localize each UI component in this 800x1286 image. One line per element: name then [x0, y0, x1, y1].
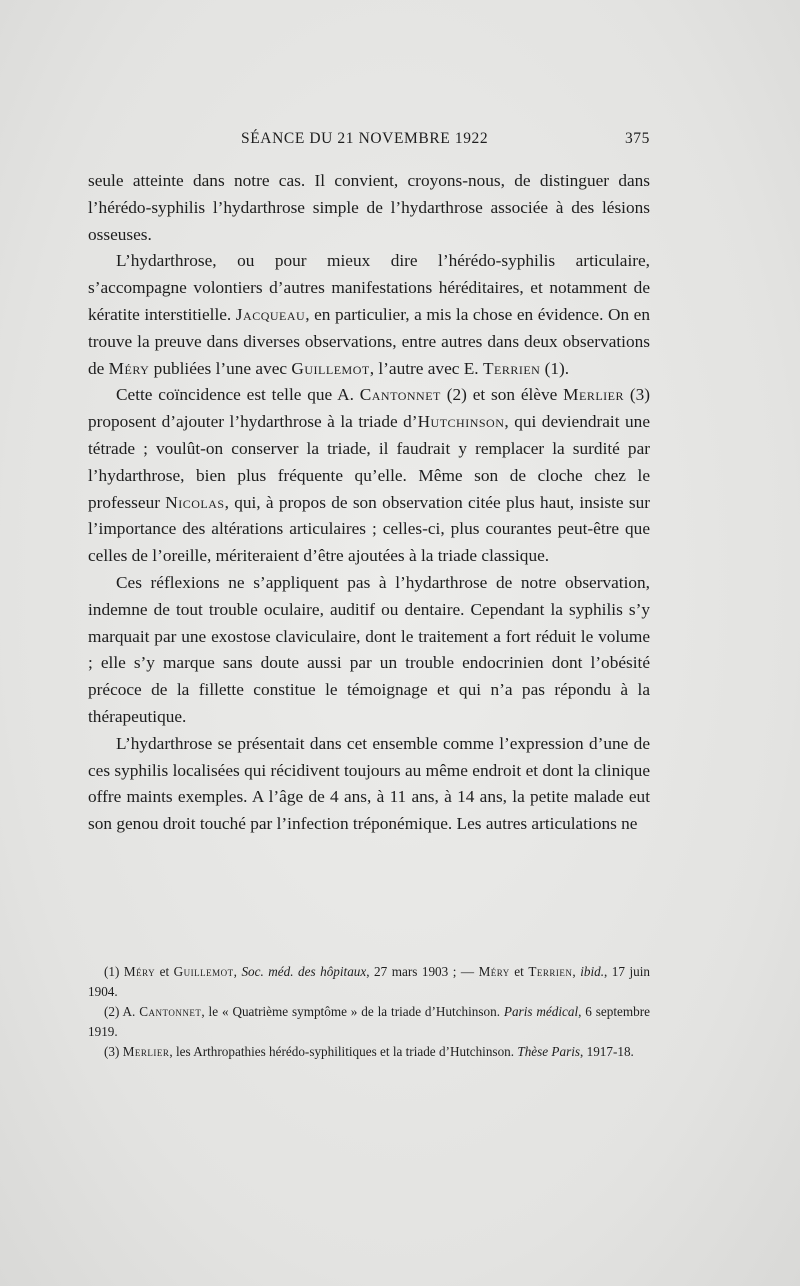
paragraph-2-text-d: , l’autre avec E. — [369, 358, 483, 378]
paragraph-5 — [88, 731, 650, 838]
paragraph-3-text-a: Cette coïncidence est telle que A. — [116, 385, 360, 405]
header-title: SÉANCE DU 21 NOVEMBRE 1922 — [241, 130, 489, 147]
author-name: Terrien — [528, 964, 573, 979]
author-name: Hutchinson — [417, 412, 505, 432]
author-name: Guillemot — [173, 964, 234, 979]
paragraph-2 — [88, 248, 650, 382]
footnotes — [88, 962, 650, 1063]
footnote-3 — [88, 1042, 650, 1062]
paragraph-3-text-d: , qui deviendrait une tétrade ; voulût-on conserver la triade, il faudrait y remplacer la surdité par l’hydarthrose, bien plus fréquente qu’elle. Même son de cloche chez le professeur — [88, 412, 650, 512]
paragraph-2-text-e: (1). — [540, 358, 570, 378]
paragraph-1-text: seule atteinte dans notre cas. Il convient, croyons-nous, de distinguer dans l’hérédo-syphilis l’hydarthrose simple de l’hydarthrose associée à des lésions osseuses. — [88, 171, 650, 244]
footnote-text: , le « Quatrième symptôme » de la triade d’Hutchinson. — [201, 1004, 504, 1020]
page-number: 375 — [624, 130, 650, 147]
paragraph-5-text: L’hydarthrose se présentait dans cet ensemble comme l’expression d’une de ces syphilis localisées qui récidivent toujours au même endroit et dont la clinique offre maints exemples. A l’âge de 4 ans, à 11 ans, à 14 ans, la petite malade eut son genou droit touché par l’infection tréponémique. Les autres articulations ne — [88, 733, 650, 834]
footnote-3-number: (3) — [104, 1044, 123, 1060]
paragraph-2-text-b: , en particulier, a mis la chose en évidence. On en trouve la preuve dans diverses observations, entre autres dans deux observations de — [88, 304, 650, 378]
footnote-text: , les Arthropathies hérédo-syphilitiques et la triade d’Hutchinson. — [169, 1044, 518, 1060]
paragraph-3-text-b: (2) et son élève — [440, 385, 564, 405]
author-name: Guillemot — [291, 358, 370, 378]
thesis-title: Thèse Paris — [517, 1044, 580, 1060]
paragraph-3 — [88, 382, 650, 570]
footnote-text: , 6 septembre 1919. — [88, 1004, 650, 1039]
author-name: Merlier — [563, 385, 624, 405]
author-name: Cantonnet — [139, 1004, 202, 1020]
footnote-text: , 17 juin 1904. — [88, 964, 650, 999]
footnote-2-number: (2) A. — [104, 1004, 140, 1020]
journal-title: Soc. méd. des hôpitaux — [241, 964, 367, 979]
paragraph-4 — [88, 570, 650, 731]
footnote-text: , — [572, 964, 581, 979]
footnote-2 — [88, 1002, 650, 1041]
author-name: Méry — [108, 358, 150, 378]
footnote-1 — [88, 962, 650, 1001]
author-name: Méry — [123, 964, 156, 979]
paragraph-2-text-c: publiées l’une avec — [149, 358, 292, 378]
journal-title: Paris médical — [503, 1004, 579, 1020]
author-name: Merlier — [122, 1044, 170, 1060]
author-name: Jacqueau — [235, 304, 306, 324]
paragraph-4-text: Ces réflexions ne s’appliquent pas à l’hydarthrose de notre observation, indemne de tout trouble oculaire, auditif ou dentaire. Cependant la syphilis s’y marquait par une exostose claviculaire, dont le traitement a fort réduit le volume ; elle s’y marque sans doute aussi par un trouble endocrinien dont l’obésité précoce de la fillette constitue le témoignage et qui n’a pas répondu à la thérapeutique. — [88, 572, 650, 726]
footnote-1-number: (1) — [104, 964, 124, 979]
author-name: Cantonnet — [359, 385, 441, 405]
author-name: Terrien — [482, 358, 541, 378]
footnote-text: , 1917-18. — [580, 1044, 634, 1060]
footnote-text: , 27 mars 1903 ; — — [366, 964, 479, 979]
paragraph-3-text-e: , qui, à propos de son observation citée plus haut, insiste sur l’importance des altérations articulaires ; celles-ci, plus courantes peut-être que celles de l’oreille, mériteraient d’être ajoutées à la triade classique. — [88, 492, 650, 566]
footnote-text: et — [155, 964, 174, 979]
footnote-text: et — [509, 964, 529, 979]
paragraph-1 — [88, 168, 650, 248]
body-text — [88, 168, 650, 838]
running-header — [88, 130, 650, 154]
author-name: Méry — [478, 964, 510, 979]
footnote-text: , — [233, 964, 242, 979]
author-name: Nicolas — [165, 492, 225, 512]
journal-title: ibid. — [580, 964, 604, 979]
paragraph-3-text-c: (3) proposent d’ajouter l’hydarthrose à la triade d’ — [88, 385, 650, 432]
paragraph-2-text-a: L’hydarthrose, ou pour mieux dire l’hérédo-syphilis articulaire, s’accompagne volontiers d’autres manifestations héréditaires, et notamment de kératite interstitielle. — [88, 251, 650, 324]
